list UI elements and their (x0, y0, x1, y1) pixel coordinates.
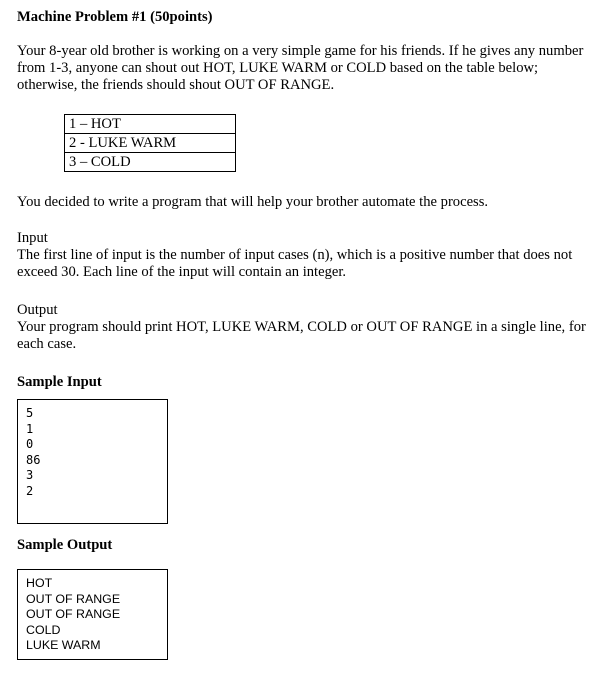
table-row (65, 134, 236, 153)
sample-output-line: HOT (26, 576, 53, 590)
input-description: The first line of input is the number of input cases (n), which is a positive number that does not exceed 30. Each line of the input will contain an integer. (17, 247, 573, 280)
intro-paragraph: Your 8-year old brother is working on a very simple game for his friends. If he gives any number from 1-3, anyone can shout out HOT, LUKE WARM or COLD based on the table below; otherwise, the friends should shout OUT OF RANGE. (17, 43, 584, 93)
sample-output-box (17, 569, 168, 660)
output-label: Output (17, 302, 58, 318)
input-label: Input (17, 230, 48, 246)
table-cell: 2 - LUKE WARM (65, 134, 236, 153)
sample-input-line: 3 (26, 468, 34, 483)
sample-output-line: COLD (26, 622, 61, 637)
sample-output-line: OUT OF RANGE (26, 607, 121, 621)
sample-input-line: 2 (26, 483, 34, 498)
sample-input-box (17, 399, 168, 524)
sample-output-heading: Sample Output (17, 537, 113, 553)
problem-title: Machine Problem #1 (50points) (17, 9, 213, 25)
output-description: Your program should print HOT, LUKE WARM, COLD or OUT OF RANGE in a single line, for each case. (17, 319, 586, 352)
sample-input-line: 1 (26, 421, 34, 436)
table-cell: 1 – HOT (65, 115, 236, 134)
sample-input-line: 5 (26, 406, 34, 420)
table-row (65, 153, 236, 172)
sample-output-line: OUT OF RANGE (26, 591, 121, 606)
temperature-table (64, 114, 236, 172)
sample-input-line: 86 (26, 452, 41, 467)
input-section (17, 230, 589, 281)
sample-input-heading: Sample Input (17, 374, 102, 390)
sample-output-line: LUKE WARM (26, 638, 101, 652)
table-row (65, 115, 236, 134)
table-cell: 3 – COLD (65, 153, 236, 172)
decided-paragraph: You decided to write a program that will help your brother automate the process. (17, 194, 489, 210)
sample-input-line: 0 (26, 437, 34, 452)
output-section (17, 302, 589, 353)
